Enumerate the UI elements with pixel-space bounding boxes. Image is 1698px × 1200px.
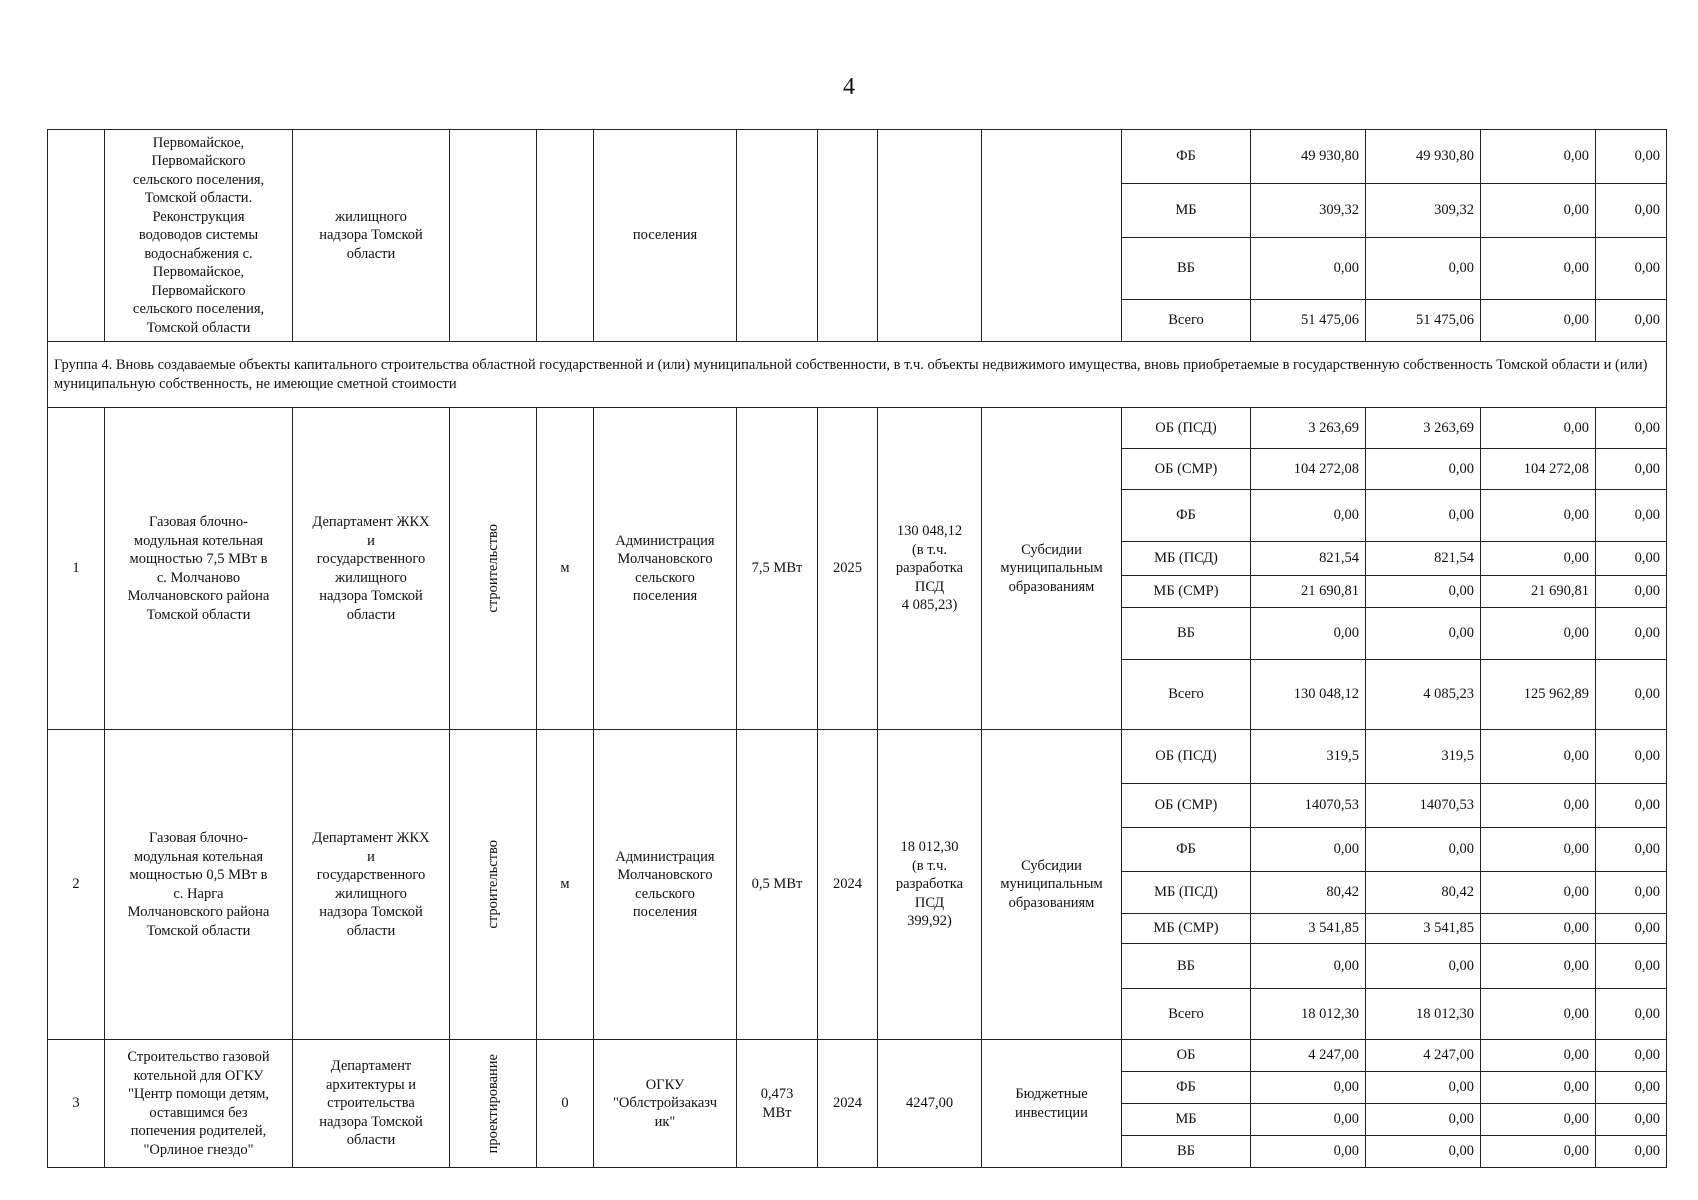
amount-y2: 0,00 — [1481, 1072, 1596, 1104]
amount-y1: 309,32 — [1366, 184, 1481, 238]
amount-y1: 18 012,30 — [1366, 989, 1481, 1040]
amount-total: 3 541,85 — [1251, 914, 1366, 944]
amount-total: 0,00 — [1251, 238, 1366, 300]
funding-form: Субсидии муниципальным образованиям — [982, 408, 1122, 730]
capacity: 0,473 МВт — [737, 1040, 818, 1168]
amount-y1: 0,00 — [1366, 1136, 1481, 1168]
amount-total: 18 012,30 — [1251, 989, 1366, 1040]
amount-y2: 104 272,08 — [1481, 449, 1596, 490]
amount-total: 0,00 — [1251, 608, 1366, 660]
source: МБ — [1122, 184, 1251, 238]
recipient: Администрация Молчановского сельского поселения — [594, 408, 737, 730]
amount-y3: 0,00 — [1596, 944, 1667, 989]
amount-y3: 0,00 — [1596, 784, 1667, 828]
amount-y3: 0,00 — [1596, 576, 1667, 608]
amount-y3: 0,00 — [1596, 408, 1667, 449]
source: ВБ — [1122, 944, 1251, 989]
amount-total: 14070,53 — [1251, 784, 1366, 828]
amount-y2: 0,00 — [1481, 914, 1596, 944]
amount-total: 0,00 — [1251, 1072, 1366, 1104]
amount-y1: 0,00 — [1366, 1072, 1481, 1104]
page-number: 4 — [843, 74, 855, 100]
amount-y1: 3 541,85 — [1366, 914, 1481, 944]
object-number: 1 — [48, 408, 105, 730]
amount-y2: 0,00 — [1481, 184, 1596, 238]
amount-y2: 0,00 — [1481, 1136, 1596, 1168]
amount-total: 309,32 — [1251, 184, 1366, 238]
amount-y3: 0,00 — [1596, 1072, 1667, 1104]
cost: 18 012,30 (в т.ч. разработка ПСД 399,92) — [878, 730, 982, 1040]
table-row — [48, 408, 1667, 449]
amount-y2: 0,00 — [1481, 784, 1596, 828]
amount-y2: 0,00 — [1481, 1104, 1596, 1136]
source: ОБ (ПСД) — [1122, 408, 1251, 449]
amount-y1: 3 263,69 — [1366, 408, 1481, 449]
source: ФБ — [1122, 130, 1251, 184]
customer: Департамент ЖКХ и государственного жилищного надзора Томской области — [293, 408, 450, 730]
work-type-text: проектирование — [484, 1053, 501, 1154]
amount-y3: 0,00 — [1596, 872, 1667, 914]
customer: жилищного надзора Томской области — [293, 130, 450, 342]
object-number: 3 — [48, 1040, 105, 1168]
source: ВБ — [1122, 608, 1251, 660]
amount-total: 4 247,00 — [1251, 1040, 1366, 1072]
cost: 130 048,12 (в т.ч. разработка ПСД 4 085,23) — [878, 408, 982, 730]
amount-y3: 0,00 — [1596, 828, 1667, 872]
amount-y3: 0,00 — [1596, 130, 1667, 184]
cell-form — [982, 130, 1122, 342]
amount-y2: 0,00 — [1481, 872, 1596, 914]
source: Всего — [1122, 660, 1251, 730]
object-name: Первомайское, Первомайского сельского поселения, Томской области. Реконструкция водоводов системы водоснабжения с. Первомайское, Первомайского сельского поселения, Томской области — [105, 130, 293, 342]
object-name: Газовая блочно- модульная котельная мощностью 7,5 МВт в с. Молчаново Молчановского района Томской области — [105, 408, 293, 730]
cell-unit — [537, 130, 594, 342]
table-row — [48, 1040, 1667, 1072]
amount-y2: 0,00 — [1481, 542, 1596, 576]
amount-y2: 0,00 — [1481, 490, 1596, 542]
cell-year — [818, 130, 878, 342]
amount-y2: 125 962,89 — [1481, 660, 1596, 730]
amount-y1: 49 930,80 — [1366, 130, 1481, 184]
group-row — [48, 342, 1667, 408]
source: МБ — [1122, 1104, 1251, 1136]
customer: Департамент архитектуры и строительства надзора Томской области — [293, 1040, 450, 1168]
amount-y3: 0,00 — [1596, 660, 1667, 730]
amount-y2: 0,00 — [1481, 1040, 1596, 1072]
amount-total: 51 475,06 — [1251, 300, 1366, 342]
work-type — [450, 408, 537, 730]
amount-y2: 0,00 — [1481, 989, 1596, 1040]
amount-y1: 4 247,00 — [1366, 1040, 1481, 1072]
amount-y3: 0,00 — [1596, 300, 1667, 342]
work-type — [450, 1040, 537, 1168]
amount-y1: 80,42 — [1366, 872, 1481, 914]
amount-total: 0,00 — [1251, 490, 1366, 542]
year: 2025 — [818, 408, 878, 730]
amount-total: 319,5 — [1251, 730, 1366, 784]
amount-y3: 0,00 — [1596, 608, 1667, 660]
amount-total: 0,00 — [1251, 1136, 1366, 1168]
work-type — [450, 730, 537, 1040]
amount-y3: 0,00 — [1596, 1040, 1667, 1072]
funding-form: Бюджетные инвестиции — [982, 1040, 1122, 1168]
cell-capacity — [737, 130, 818, 342]
amount-y1: 0,00 — [1366, 828, 1481, 872]
unit: 0 — [537, 1040, 594, 1168]
amount-y3: 0,00 — [1596, 490, 1667, 542]
source: Всего — [1122, 300, 1251, 342]
table-row — [48, 130, 1667, 184]
amount-y1: 0,00 — [1366, 576, 1481, 608]
amount-total: 0,00 — [1251, 1104, 1366, 1136]
amount-y3: 0,00 — [1596, 914, 1667, 944]
amount-total: 49 930,80 — [1251, 130, 1366, 184]
source: ВБ — [1122, 1136, 1251, 1168]
object-name: Строительство газовой котельной для ОГКУ "Центр помощи детям, оставшимся без попечения родителей, "Орлиное гнездо" — [105, 1040, 293, 1168]
amount-y3: 0,00 — [1596, 542, 1667, 576]
amount-total: 21 690,81 — [1251, 576, 1366, 608]
object-name: Газовая блочно- модульная котельная мощностью 0,5 МВт в с. Нарга Молчановского района Томской области — [105, 730, 293, 1040]
investment-table — [47, 129, 1667, 1168]
source: ФБ — [1122, 1072, 1251, 1104]
amount-y1: 821,54 — [1366, 542, 1481, 576]
amount-y2: 0,00 — [1481, 408, 1596, 449]
amount-y3: 0,00 — [1596, 1136, 1667, 1168]
source: Всего — [1122, 989, 1251, 1040]
customer: Департамент ЖКХ и государственного жилищного надзора Томской области — [293, 730, 450, 1040]
amount-y1: 0,00 — [1366, 449, 1481, 490]
amount-y1: 51 475,06 — [1366, 300, 1481, 342]
funding-form: Субсидии муниципальным образованиям — [982, 730, 1122, 1040]
cost: 4247,00 — [878, 1040, 982, 1168]
amount-y3: 0,00 — [1596, 730, 1667, 784]
group-title: Группа 4. Вновь создаваемые объекты капитального строительства областной государственной и (или) муниципальной собственности, в т.ч. объекты недвижимого имущества, вновь приобретаемые в государственную собственность Томской области и (или) муниципальную собственность, не имеющие сметной стоимости — [48, 342, 1667, 408]
amount-y2: 0,00 — [1481, 130, 1596, 184]
amount-total: 104 272,08 — [1251, 449, 1366, 490]
source: ФБ — [1122, 828, 1251, 872]
amount-y3: 0,00 — [1596, 184, 1667, 238]
source: ВБ — [1122, 238, 1251, 300]
work-type-text: строительство — [484, 524, 501, 613]
source: ОБ (СМР) — [1122, 449, 1251, 490]
amount-y2: 0,00 — [1481, 608, 1596, 660]
amount-y1: 0,00 — [1366, 238, 1481, 300]
unit: м — [537, 408, 594, 730]
cell-num — [48, 130, 105, 342]
source: ОБ (СМР) — [1122, 784, 1251, 828]
source: МБ (СМР) — [1122, 576, 1251, 608]
source: ФБ — [1122, 490, 1251, 542]
unit: м — [537, 730, 594, 1040]
amount-y1: 0,00 — [1366, 608, 1481, 660]
amount-y2: 0,00 — [1481, 944, 1596, 989]
amount-y2: 0,00 — [1481, 828, 1596, 872]
recipient: Администрация Молчановского сельского поселения — [594, 730, 737, 1040]
work-type-text: строительство — [484, 840, 501, 929]
amount-total: 821,54 — [1251, 542, 1366, 576]
source: МБ (ПСД) — [1122, 872, 1251, 914]
amount-y1: 319,5 — [1366, 730, 1481, 784]
capacity: 7,5 МВт — [737, 408, 818, 730]
amount-y1: 0,00 — [1366, 1104, 1481, 1136]
amount-total: 3 263,69 — [1251, 408, 1366, 449]
table-row — [48, 730, 1667, 784]
recipient: поселения — [594, 130, 737, 342]
capacity: 0,5 МВт — [737, 730, 818, 1040]
cell-cost — [878, 130, 982, 342]
amount-total: 0,00 — [1251, 944, 1366, 989]
amount-y3: 0,00 — [1596, 449, 1667, 490]
cell-type — [450, 130, 537, 342]
source: МБ (СМР) — [1122, 914, 1251, 944]
object-number: 2 — [48, 730, 105, 1040]
source: МБ (ПСД) — [1122, 542, 1251, 576]
amount-y2: 0,00 — [1481, 300, 1596, 342]
source: ОБ — [1122, 1040, 1251, 1072]
amount-total: 130 048,12 — [1251, 660, 1366, 730]
amount-y1: 0,00 — [1366, 490, 1481, 542]
year: 2024 — [818, 730, 878, 1040]
amount-y1: 14070,53 — [1366, 784, 1481, 828]
amount-y2: 21 690,81 — [1481, 576, 1596, 608]
year: 2024 — [818, 1040, 878, 1168]
amount-y1: 0,00 — [1366, 944, 1481, 989]
amount-y2: 0,00 — [1481, 238, 1596, 300]
amount-y3: 0,00 — [1596, 989, 1667, 1040]
amount-y2: 0,00 — [1481, 730, 1596, 784]
source: ОБ (ПСД) — [1122, 730, 1251, 784]
amount-y3: 0,00 — [1596, 238, 1667, 300]
amount-y3: 0,00 — [1596, 1104, 1667, 1136]
recipient: ОГКУ "Облстройзаказч ик" — [594, 1040, 737, 1168]
amount-total: 0,00 — [1251, 828, 1366, 872]
amount-y1: 4 085,23 — [1366, 660, 1481, 730]
amount-total: 80,42 — [1251, 872, 1366, 914]
